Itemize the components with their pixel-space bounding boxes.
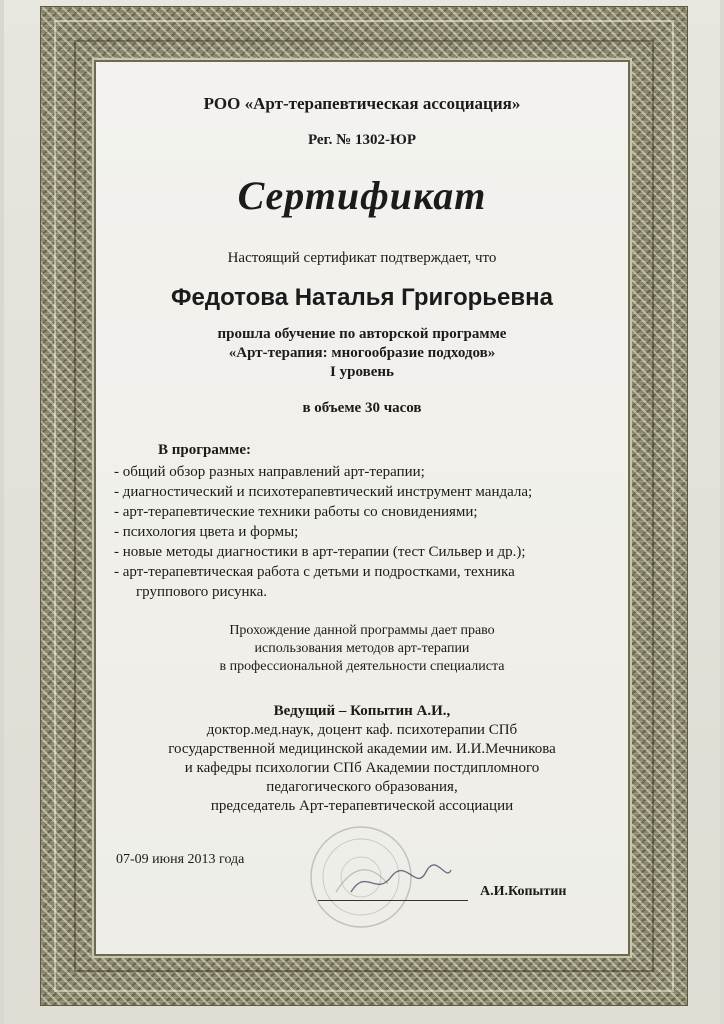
- confirmation-text: Настоящий сертификат подтверждает, что: [227, 250, 497, 266]
- registration-number: Рег. № 1302-ЮР: [307, 132, 417, 148]
- recipient-name: Федотова Наталья Григорьевна: [171, 284, 553, 311]
- rights-statement: [96, 622, 628, 676]
- program-topics-list: [114, 462, 614, 602]
- rights-line: использования методов арт-терапии: [254, 641, 470, 656]
- leader-block: [96, 702, 628, 816]
- list-item: - диагностический и психотерапевтический инструмент мандала;: [114, 484, 533, 500]
- signer-name: А.И.Копытин: [480, 884, 567, 899]
- program-description: [96, 325, 628, 382]
- list-item: - арт-терапевтическая работа с детьми и подростками, техника: [114, 564, 515, 580]
- program-line: прошла обучение по авторской программе: [217, 326, 507, 342]
- leader-credential: доктор.мед.наук, доцент каф. психотерапии СПб: [206, 722, 518, 738]
- organization-name: РОО «Арт-терапевтическая ассоциация»: [203, 94, 521, 113]
- certificate-title: Сертификат: [237, 173, 487, 218]
- leader-credential: председатель Арт-терапевтической ассоциации: [210, 798, 514, 814]
- list-item: - новые методы диагностики в арт-терапии (тест Сильвер и др.);: [114, 544, 526, 560]
- leader-credential: государственной медицинской академии им. И.И.Мечникова: [168, 741, 556, 757]
- signature-icon: [346, 862, 456, 902]
- list-item: - арт-терапевтические техники работы со сновидениями;: [114, 504, 478, 520]
- certificate-sheet: [96, 62, 628, 954]
- list-item: - психология цвета и формы;: [114, 524, 299, 540]
- list-item: - общий обзор разных направлений арт-терапии;: [114, 464, 425, 480]
- program-line: I уровень: [330, 364, 394, 380]
- leader-credential: педагогического образования,: [266, 779, 458, 795]
- leader-credential: и кафедры психологии СПб Академии постдипломного: [184, 760, 540, 776]
- leader-name: Ведущий – Копытин А.И.,: [273, 703, 451, 719]
- rights-line: в профессиональной деятельности специалиста: [219, 659, 505, 674]
- issue-date: 07-09 июня 2013 года: [116, 852, 245, 867]
- course-volume: в объеме 30 часов: [302, 400, 422, 416]
- list-item: группового рисунка.: [136, 584, 268, 600]
- program-line: «Арт-терапия: многообразие подходов»: [228, 345, 496, 361]
- rights-line: Прохождение данной программы дает право: [229, 623, 495, 638]
- program-contents-heading: В программе:: [158, 442, 251, 458]
